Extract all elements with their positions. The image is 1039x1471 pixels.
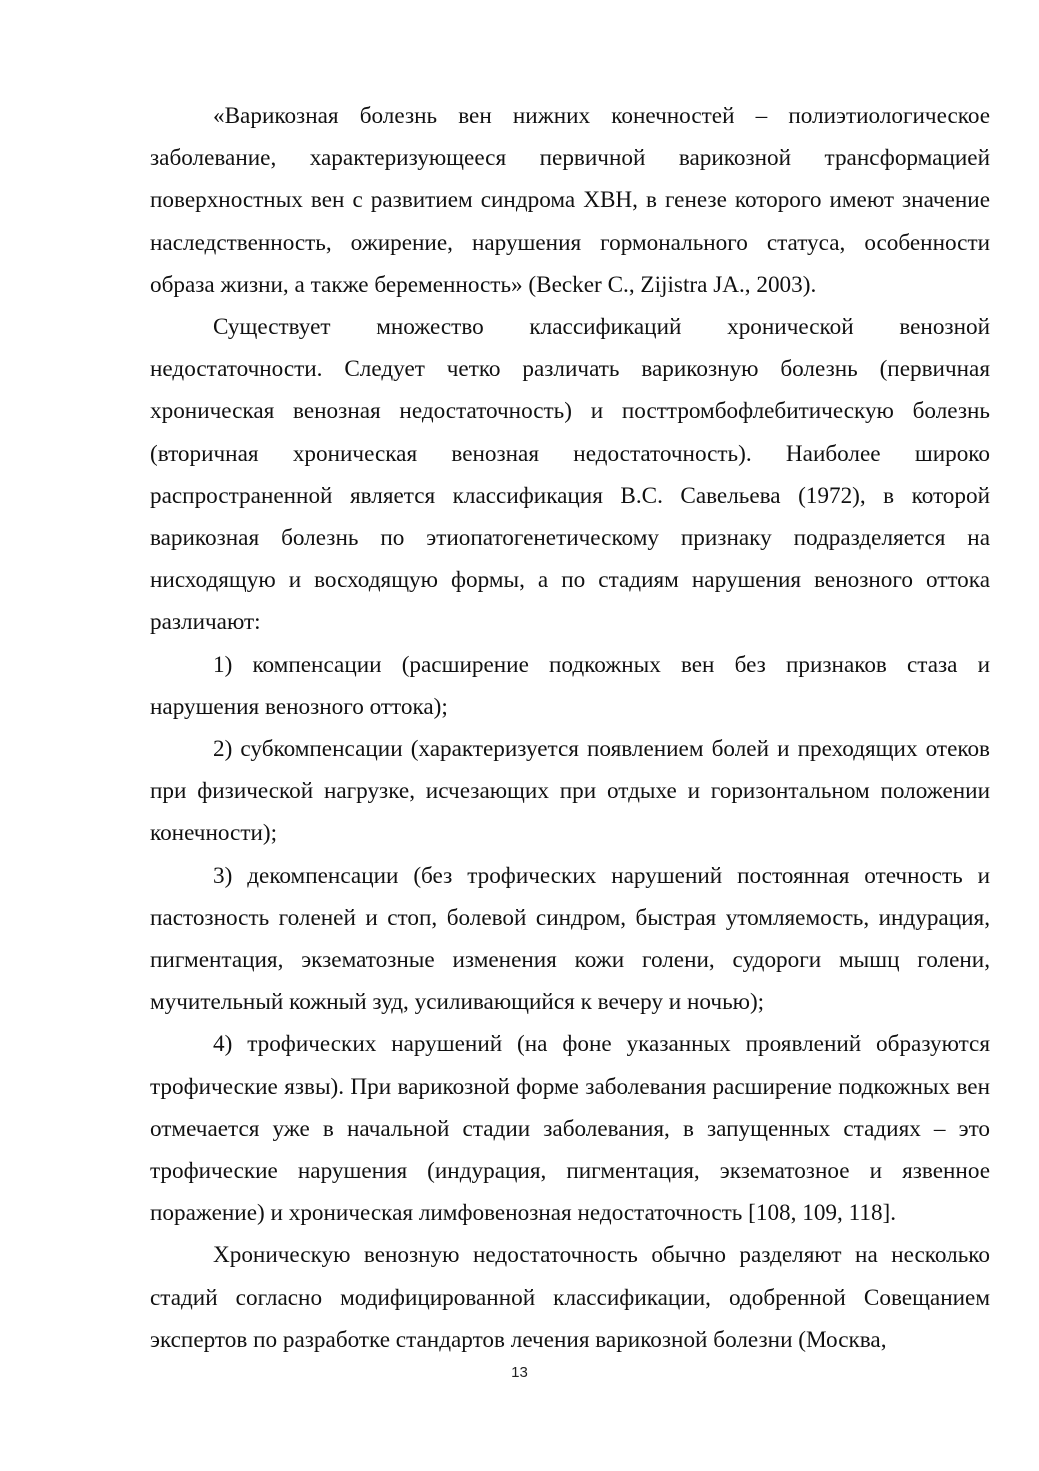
list-item-stage-2: 2) субкомпенсации (характеризуется появлением болей и преходящих отеков при физической нагрузке, исчезающих при отдыхе и горизонтальном положении конечности);	[150, 736, 990, 847]
body-text	[150, 95, 990, 1361]
paragraph-varicose-definition: «Варикозная болезнь вен нижних конечностей – полиэтиологическое заболевание, характеризующееся первичной варикозной трансформацией поверхностных вен с развитием синдрома ХВН, в генезе которого имеют значение наследственность, ожирение, нарушения гормонального статуса, особенности образа жизни, а также беременность» (Becker C., Zijistra JA., 2003).	[150, 103, 990, 298]
list-item-stage-4: 4) трофических нарушений (на фоне указанных проявлений образуются трофические язвы). При варикозной форме заболевания расширение подкожных вен отмечается уже в начальной стадии заболевания, в запущенных стадиях – это трофические нарушения (индурация, пигментация, экзематозное и язвенное поражение) и хроническая лимфовенозная недостаточность [108, 109, 118].	[150, 1031, 990, 1227]
list-item-stage-3: 3) декомпенсации (без трофических нарушений постоянная отечность и пастозность голеней и стоп, болевой синдром, быстрая утомляемость, индурация, пигментация, экзематозные изменения кожи голени, судороги мышц голени, мучительный кожный зуд, усиливающийся к вечеру и ночью);	[150, 862, 990, 1016]
page-number: 13	[511, 1364, 528, 1381]
paragraph-classifications: Существует множество классификаций хронической венозной недостаточности. Следует четко различать варикозную болезнь (первичная хроническая венозная недостаточность) и посттромбофлебитическую болезнь (вторичная хроническая венозная недостаточность). Наиболее широко распространенной является классификация В.С. Савельева (1972), в которой варикозная болезнь по этиопатогенетическому признаку подразделяется на нисходящую и восходящую формы, а по стадиям нарушения венозного оттока различают:	[150, 314, 990, 636]
list-item-stage-1: 1) компенсации (расширение подкожных вен без признаков стаза и нарушения венозного оттока);	[150, 651, 990, 720]
paragraph-cvi-stages: Хроническую венозную недостаточность обычно разделяют на несколько стадий согласно модифицированной классификации, одобренной Совещанием экспертов по разработке стандартов лечения варикозной болезни (Москва,	[150, 1242, 990, 1353]
